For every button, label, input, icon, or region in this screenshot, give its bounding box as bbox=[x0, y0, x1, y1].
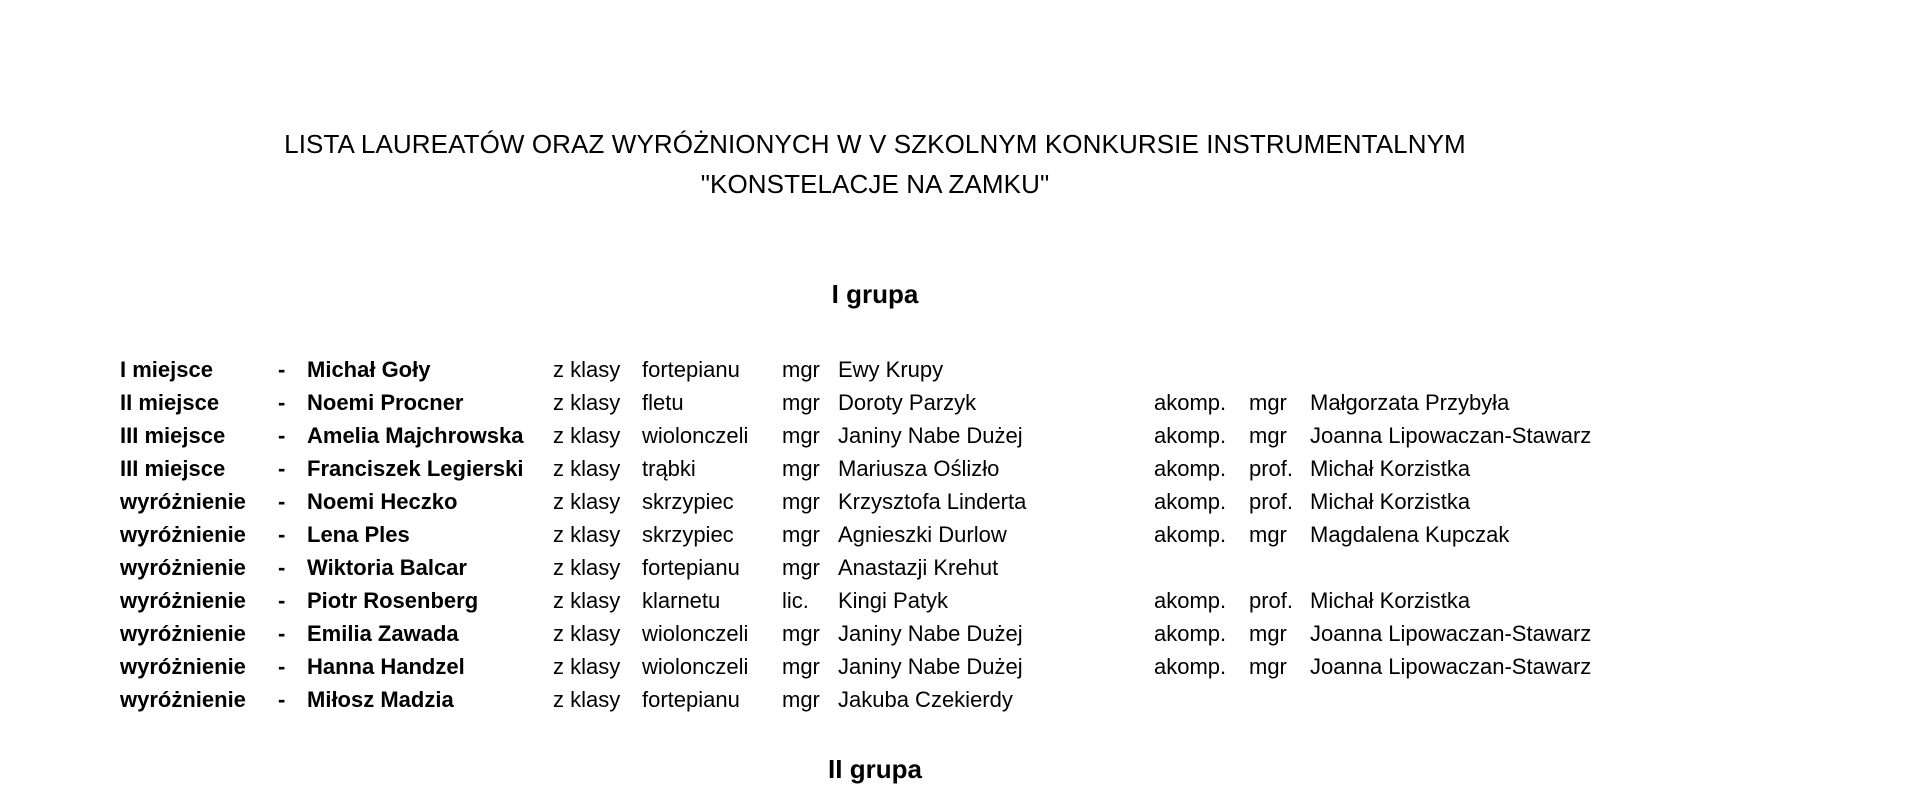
accompanist-title: prof. bbox=[1249, 588, 1294, 613]
place-label: wyróżnienie bbox=[120, 654, 246, 679]
dash-separator: - bbox=[278, 522, 286, 547]
teacher-name: Kingi Patyk bbox=[838, 588, 949, 613]
teacher-name: Krzysztofa Linderta bbox=[838, 489, 1027, 514]
result-row bbox=[0, 353, 1920, 386]
instrument-name: fletu bbox=[642, 390, 684, 415]
teacher-name: Agnieszki Durlow bbox=[838, 522, 1007, 547]
dash-separator: - bbox=[278, 423, 286, 448]
dash-separator: - bbox=[278, 357, 286, 382]
teacher-title: mgr bbox=[782, 456, 820, 481]
laureate-name: Noemi Procner bbox=[307, 390, 464, 415]
accompanist-name: Joanna Lipowaczan-Stawarz bbox=[1310, 654, 1592, 679]
place-label: I miejsce bbox=[120, 357, 213, 382]
accompanist-title: mgr bbox=[1249, 423, 1287, 448]
result-row bbox=[0, 617, 1920, 650]
accompanist-title: prof. bbox=[1249, 489, 1294, 514]
place-label: III miejsce bbox=[120, 456, 226, 481]
class-label: z klasy bbox=[553, 456, 621, 481]
place-label: wyróżnienie bbox=[120, 621, 246, 646]
class-label: z klasy bbox=[553, 357, 621, 382]
result-row bbox=[0, 419, 1920, 452]
instrument-name: skrzypiec bbox=[642, 522, 734, 547]
teacher-title: mgr bbox=[782, 555, 820, 580]
place-label: III miejsce bbox=[120, 423, 226, 448]
teacher-title: mgr bbox=[782, 390, 820, 415]
instrument-name: fortepianu bbox=[642, 687, 740, 712]
accompaniment-label: akomp. bbox=[1154, 522, 1227, 547]
accompaniment-label: akomp. bbox=[1154, 423, 1227, 448]
teacher-name: Janiny Nabe Dużej bbox=[838, 423, 1023, 448]
instrument-name: wiolonczeli bbox=[642, 621, 749, 646]
laureate-name: Emilia Zawada bbox=[307, 621, 459, 646]
laureate-name: Michał Goły bbox=[307, 357, 431, 382]
dash-separator: - bbox=[278, 588, 286, 613]
result-row bbox=[0, 584, 1920, 617]
dash-separator: - bbox=[278, 654, 286, 679]
accompanist-title: mgr bbox=[1249, 522, 1287, 547]
accompanist-name: Joanna Lipowaczan-Stawarz bbox=[1310, 423, 1592, 448]
class-label: z klasy bbox=[553, 621, 621, 646]
class-label: z klasy bbox=[553, 522, 621, 547]
class-label: z klasy bbox=[553, 588, 621, 613]
accompanist-name: Michał Korzistka bbox=[1310, 456, 1471, 481]
dash-separator: - bbox=[278, 555, 286, 580]
class-label: z klasy bbox=[553, 687, 621, 712]
instrument-name: fortepianu bbox=[642, 555, 740, 580]
document-title-line-2: "KONSTELACJE NA ZAMKU" bbox=[700, 169, 1050, 199]
result-row bbox=[0, 518, 1920, 551]
dash-separator: - bbox=[278, 456, 286, 481]
instrument-name: trąbki bbox=[642, 456, 696, 481]
accompaniment-label: akomp. bbox=[1154, 621, 1227, 646]
teacher-name: Janiny Nabe Dużej bbox=[838, 621, 1023, 646]
accompanist-name: Michał Korzistka bbox=[1310, 489, 1471, 514]
laureate-name: Hanna Handzel bbox=[307, 654, 465, 679]
accompanist-name: Magdalena Kupczak bbox=[1310, 522, 1510, 547]
teacher-title: mgr bbox=[782, 423, 820, 448]
instrument-name: wiolonczeli bbox=[642, 654, 749, 679]
teacher-title: mgr bbox=[782, 621, 820, 646]
accompanist-name: Michał Korzistka bbox=[1310, 588, 1471, 613]
result-row bbox=[0, 452, 1920, 485]
group-heading-2: II grupa bbox=[828, 754, 922, 784]
place-label: wyróżnienie bbox=[120, 588, 246, 613]
accompaniment-label: akomp. bbox=[1154, 489, 1227, 514]
laureate-name: Wiktoria Balcar bbox=[307, 555, 467, 580]
laureate-name: Amelia Majchrowska bbox=[307, 423, 524, 448]
accompaniment-label: akomp. bbox=[1154, 390, 1227, 415]
accompanist-name: Małgorzata Przybyła bbox=[1310, 390, 1510, 415]
laureate-name: Franciszek Legierski bbox=[307, 456, 524, 481]
teacher-title: mgr bbox=[782, 489, 820, 514]
laureate-name: Noemi Heczko bbox=[307, 489, 458, 514]
instrument-name: wiolonczeli bbox=[642, 423, 749, 448]
class-label: z klasy bbox=[553, 654, 621, 679]
laureate-name: Piotr Rosenberg bbox=[307, 588, 479, 613]
place-label: wyróżnienie bbox=[120, 687, 246, 712]
dash-separator: - bbox=[278, 390, 286, 415]
result-row bbox=[0, 485, 1920, 518]
accompanist-title: mgr bbox=[1249, 621, 1287, 646]
place-label: II miejsce bbox=[120, 390, 220, 415]
laureate-name: Miłosz Madzia bbox=[307, 687, 454, 712]
teacher-title: mgr bbox=[782, 357, 820, 382]
accompanist-title: mgr bbox=[1249, 390, 1287, 415]
accompaniment-label: akomp. bbox=[1154, 654, 1227, 679]
teacher-title: mgr bbox=[782, 687, 820, 712]
class-label: z klasy bbox=[553, 390, 621, 415]
place-label: wyróżnienie bbox=[120, 555, 246, 580]
teacher-name: Janiny Nabe Dużej bbox=[838, 654, 1023, 679]
class-label: z klasy bbox=[553, 423, 621, 448]
accompanist-name: Joanna Lipowaczan-Stawarz bbox=[1310, 621, 1592, 646]
document-title-line-1: LISTA LAUREATÓW ORAZ WYRÓŻNIONYCH W V SZKOLNYM KONKURSIE INSTRUMENTALNYM bbox=[284, 129, 1466, 159]
instrument-name: fortepianu bbox=[642, 357, 740, 382]
result-row bbox=[0, 551, 1920, 584]
teacher-name: Ewy Krupy bbox=[838, 357, 944, 382]
place-label: wyróżnienie bbox=[120, 522, 246, 547]
teacher-name: Anastazji Krehut bbox=[838, 555, 999, 580]
accompaniment-label: akomp. bbox=[1154, 588, 1227, 613]
dash-separator: - bbox=[278, 687, 286, 712]
result-row bbox=[0, 683, 1920, 716]
accompaniment-label: akomp. bbox=[1154, 456, 1227, 481]
teacher-name: Doroty Parzyk bbox=[838, 390, 977, 415]
accompanist-title: prof. bbox=[1249, 456, 1294, 481]
instrument-name: skrzypiec bbox=[642, 489, 734, 514]
results-list-group-1 bbox=[0, 353, 1920, 716]
teacher-name: Mariusza Oślizło bbox=[838, 456, 1000, 481]
instrument-name: klarnetu bbox=[642, 588, 721, 613]
dash-separator: - bbox=[278, 489, 286, 514]
teacher-title: mgr bbox=[782, 522, 820, 547]
place-label: wyróżnienie bbox=[120, 489, 246, 514]
teacher-title: lic. bbox=[782, 588, 809, 613]
class-label: z klasy bbox=[553, 489, 621, 514]
dash-separator: - bbox=[278, 621, 286, 646]
result-row bbox=[0, 650, 1920, 683]
result-row bbox=[0, 386, 1920, 419]
laureate-name: Lena Ples bbox=[307, 522, 410, 547]
accompanist-title: mgr bbox=[1249, 654, 1287, 679]
class-label: z klasy bbox=[553, 555, 621, 580]
teacher-name: Jakuba Czekierdy bbox=[838, 687, 1013, 712]
teacher-title: mgr bbox=[782, 654, 820, 679]
group-heading-1: I grupa bbox=[831, 279, 919, 309]
